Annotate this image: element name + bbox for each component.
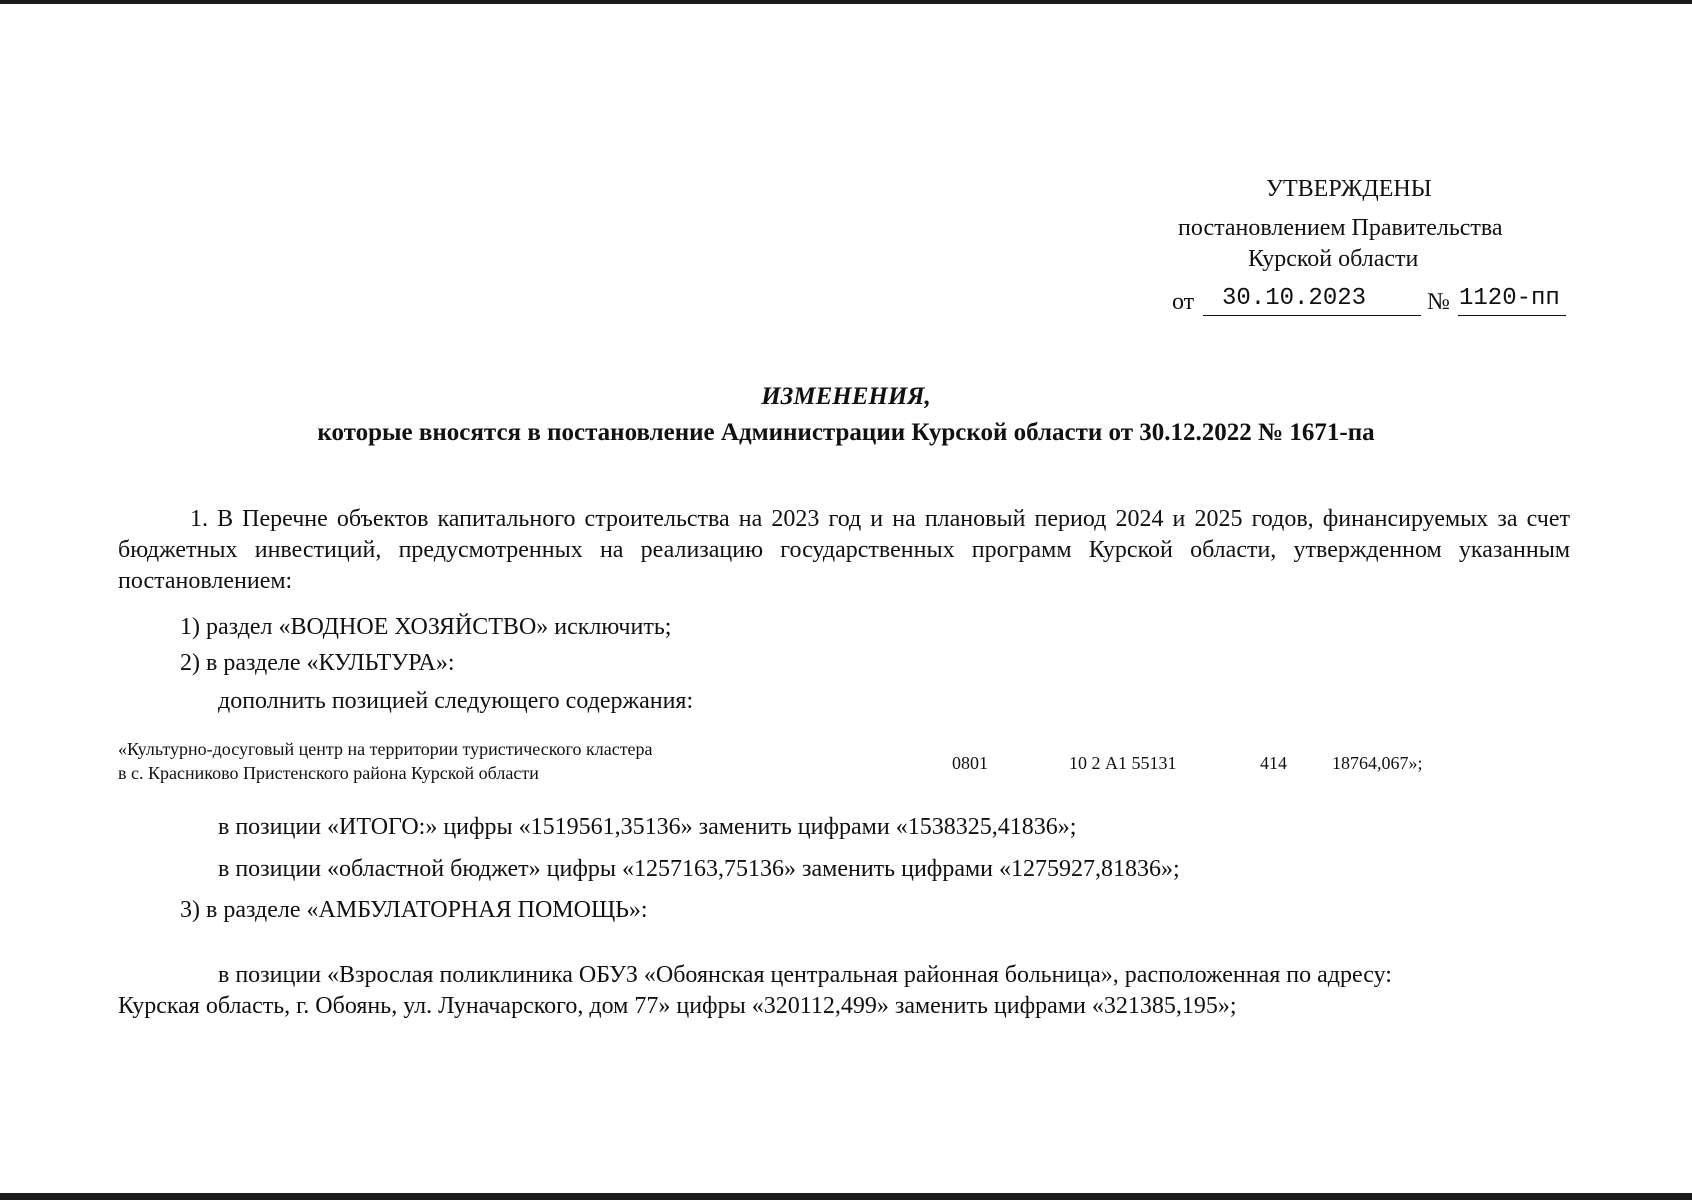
approval-line-2: Курской области [1248, 246, 1419, 272]
table-row-name-line-1: «Культурно-досуговый центр на территории туристического кластера [118, 739, 653, 759]
approval-number: 1120-пп [1459, 285, 1560, 312]
regional-budget-line: в позиции «областной бюджет» цифры «1257163,75136» заменить цифрами «1275927,81836»; [218, 856, 1180, 882]
scan-edge-top [0, 0, 1692, 4]
table-row-section-code: 0801 [952, 753, 988, 773]
add-position-text: дополнить позицией следующего содержания: [218, 688, 694, 714]
approval-line-1: постановлением Правительства [1178, 215, 1503, 241]
item-2: 2) в разделе «КУЛЬТУРА»: [180, 650, 455, 676]
approval-from-label: от [1172, 289, 1195, 315]
table-row-target-code: 10 2 А1 55131 [1069, 753, 1177, 773]
total-line: в позиции «ИТОГО:» цифры «1519561,35136» заменить цифрами «1538325,41836»; [218, 814, 1077, 840]
item-1: 1) раздел «ВОДНОЕ ХОЗЯЙСТВО» исключить; [180, 614, 672, 640]
ambulatory-line-1: в позиции «Взрослая поликлиника ОБУЗ «Обоянская центральная районная больница», расположенная по адресу: [218, 962, 1392, 988]
table-row-amount: 18764,067»; [1332, 753, 1423, 773]
approval-number-label: № [1427, 289, 1450, 315]
approval-number-underline [1458, 315, 1566, 316]
item-3: 3) в разделе «АМБУЛАТОРНАЯ ПОМОЩЬ»: [180, 897, 648, 923]
approval-date-underline [1203, 315, 1421, 316]
approval-date: 30.10.2023 [1222, 285, 1367, 312]
document-subtitle: которые вносятся в постановление Администрации Курской области от 30.12.2022 № 1671-па [317, 419, 1375, 446]
scan-edge-bottom [0, 1193, 1692, 1200]
table-row-expense-code: 414 [1260, 753, 1287, 773]
paragraph-1: 1. В Перечне объектов капитального строительства на 2023 год и на плановый период 2024 и 2025 годов, финансируемых за счет бюджетных инвестиций, предусмотренных на реализацию государственных программ Курской области, утвержденном указанным постановлением: [118, 506, 1570, 594]
document-title: ИЗМЕНЕНИЯ, [761, 383, 931, 410]
ambulatory-line-2: Курская область, г. Обоянь, ул. Луначарского, дом 77» цифры «320112,499» заменить цифрами «321385,195»; [118, 993, 1237, 1019]
table-row-name-line-2: в с. Красниково Пристенского района Курской области [118, 763, 539, 783]
approval-title: УТВЕРЖДЕНЫ [1266, 176, 1432, 202]
